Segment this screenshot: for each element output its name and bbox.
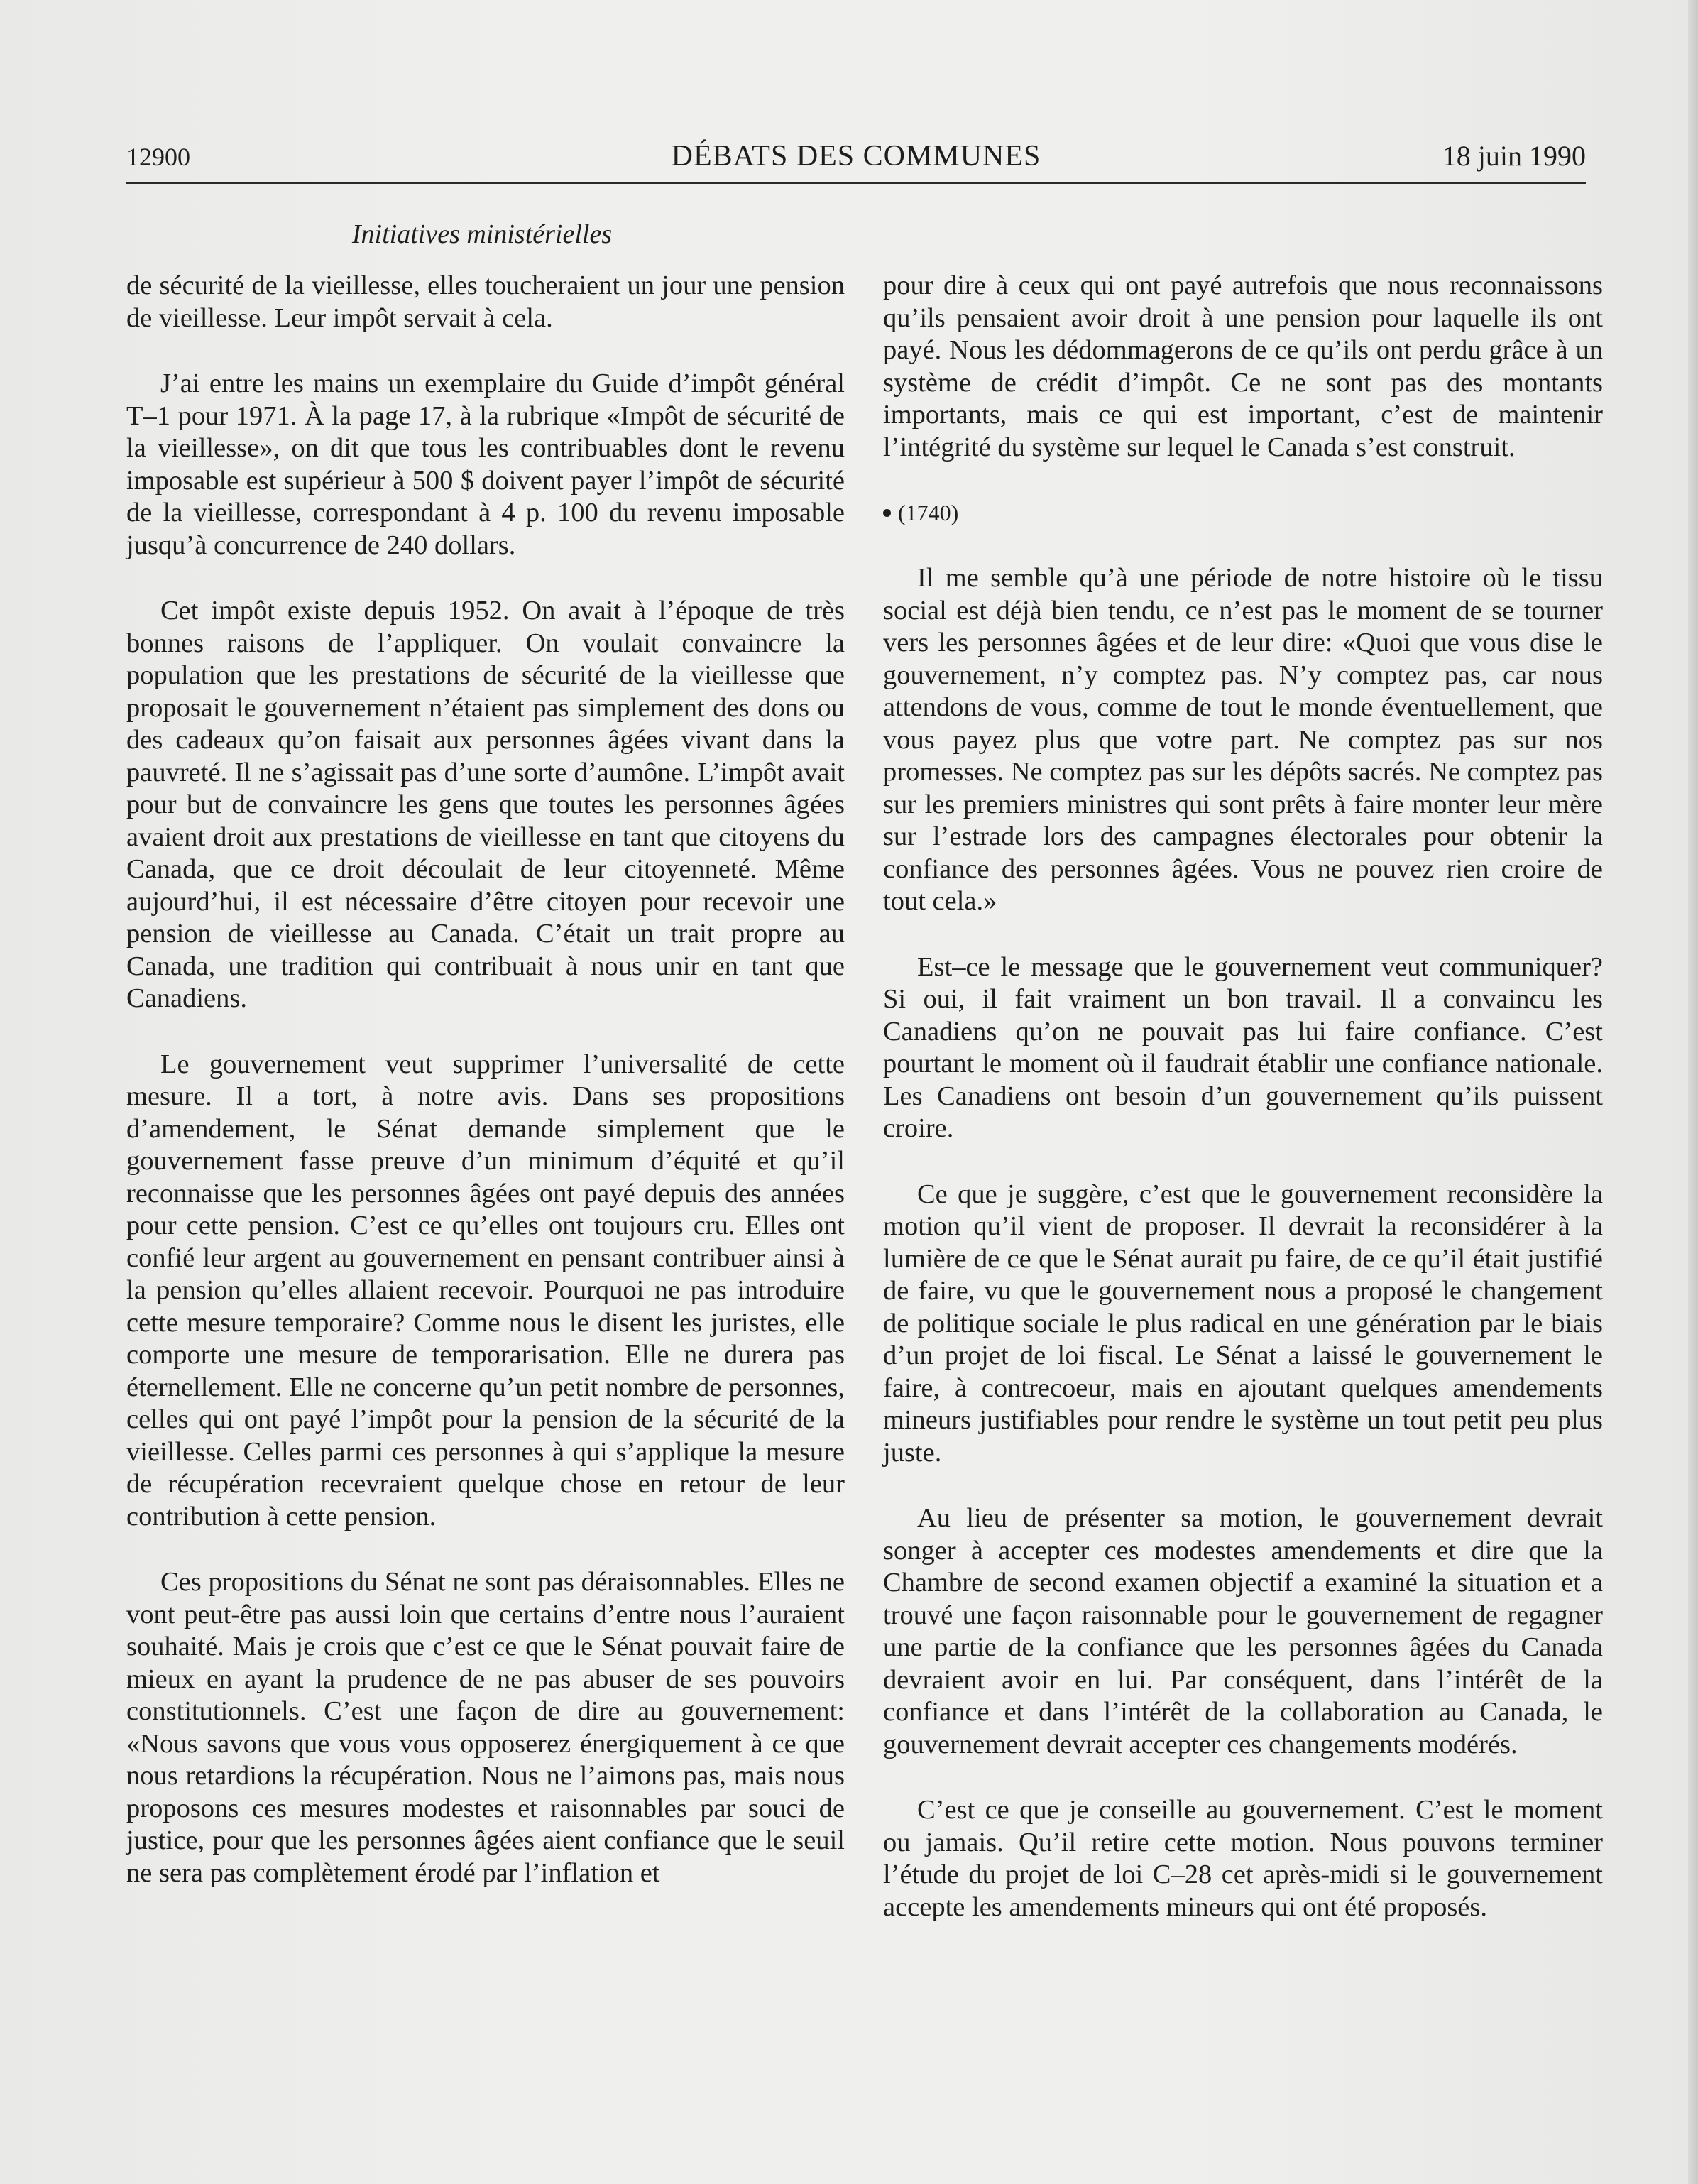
page-number: 12900 — [126, 143, 190, 171]
time-marker-label: (1740) — [898, 500, 959, 525]
paragraph: Est–ce le message que le gouvernement veut communiquer? Si oui, il fait vraiment un bon travail. Il a convaincu les Canadiens qu’on ne pouvait pas lui faire confiance. C’est pourtant le moment où il faudrait établir une confiance nationale. Les Canadiens ont besoin d’un gouvernement qu’ils puissent croire. — [883, 951, 1603, 1143]
right-column — [883, 270, 1603, 1957]
bullet-icon — [883, 509, 891, 517]
left-column — [126, 270, 845, 1923]
journal-title: DÉBATS DES COMMUNES — [671, 140, 1041, 173]
paragraph: Le gouvernement veut supprimer l’universalité de cette mesure. Il a tort, à notre avis. Dans ses propositions d’amendement, le Sénat demande simplement que le gouvernement fasse preuve d’un minimum d’équité et qu’il reconnaisse que les personnes âgées ont payé depuis des années pour cette pension. C’est ce qu’elles ont toujours cru. Elles ont confié leur argent au gouvernement en pensant contribuer ainsi à la pension qu’elles allaient recevoir. Pourquoi ne pas introduire cette mesure temporaire? Comme nous le disent les juristes, elle comporte une mesure de temporarisation. Elle ne durera pas éternellement. Elle ne concerne qu’un petit nombre de personnes, celles qui ont payé l’impôt pour la pension de la sécurité de la vieillesse. Celles parmi ces personnes à qui s’applique la mesure de récupération recevraient quelque chose en retour de leur contribution à cette pension. — [126, 1049, 845, 1531]
page-edge-shadow — [1688, 0, 1698, 2184]
paragraph: Au lieu de présenter sa motion, le gouvernement devrait songer à accepter ces modestes amendements et dire que la Chambre de second examen objectif a examiné la situation et a trouvé une façon raisonnable pour le gouvernement de regagner une partie de la confiance que les personnes âgées du Canada devraient avoir en lui. Par conséquent, dans l’intérêt de la confiance et dans l’intérêt de la collaboration au Canada, le gouvernement devrait accepter ces changements modérés. — [883, 1503, 1603, 1759]
paragraph: Ce que je suggère, c’est que le gouvernement reconsidère la motion qu’il vient de proposer. Il devrait la reconsidérer à la lumière de ce que le Sénat aurait pu faire, de ce qu’il était justifié de faire, vu que le gouvernement nous a proposé le changement de politique sociale le plus radical en une génération par le biais d’un projet de loi fiscal. Le Sénat a laissé le gouvernement le faire, à contrecoeur, mais en ajoutant quelques amendements mineurs justifiables pour rendre le système un tout petit peu plus juste. — [883, 1179, 1603, 1468]
paragraph: C’est ce que je conseille au gouvernement. C’est le moment ou jamais. Qu’il retire cette motion. Nous pouvons terminer l’étude du projet de loi C–28 cet après-midi si le gouvernement accepte les amendements mineurs qui ont été proposés. — [883, 1795, 1603, 1922]
paragraph: de sécurité de la vieillesse, elles toucheraient un jour une pension de vieillesse. Leur impôt servait à cela. — [126, 271, 845, 333]
page-header — [126, 139, 1586, 176]
time-marker — [883, 497, 1603, 529]
paragraph: Cet impôt existe depuis 1952. On avait à l’époque de très bonnes raisons de l’appliquer. On voulait convaincre la population que les prestations de sécurité de la vieillesse que proposait le gouvernement n’étaient pas simplement des dons ou des cadeaux qu’on faisait aux personnes âgées vivant dans la pauvreté. Il ne s’agissait pas d’une sorte d’aumône. L’impôt avait pour but de convaincre les gens que toutes les personnes âgées avaient droit aux prestations de vieillesse en tant que citoyens du Canada, que ce droit découlait de leur citoyenneté. Même aujourd’hui, il est nécessaire d’être citoyen pour recevoir une pension de vieillesse au Canada. C’était un trait propre au Canada, une tradition qui contribuait à nous unir en tant que Canadiens. — [126, 596, 845, 1013]
issue-date: 18 juin 1990 — [1442, 140, 1586, 172]
header-rule — [126, 182, 1586, 184]
section-label: Initiatives ministérielles — [351, 219, 613, 249]
paragraph: Ces propositions du Sénat ne sont pas déraisonnables. Elles ne vont peut-être pas aussi loin que certains d’entre nous l’auraient souhaité. Mais je crois que c’est ce que le Sénat pouvait faire de mieux en ayant la prudence de ne pas abuser de ses pouvoirs constitutionnels. C’est une façon de dire au gouvernement: «Nous savons que vous vous opposerez énergiquement à ce que nous retardions la récupération. Nous ne l’aimons pas, mais nous proposons ces mesures modestes et raisonnables par souci de justice, pour que les personnes âgées aient confiance que le seuil ne sera pas complètement érodé par l’inflation et — [126, 1567, 845, 1888]
paragraph: Il me semble qu’à une période de notre histoire où le tissu social est déjà bien tendu, ce n’est pas le moment de se tourner vers les personnes âgées et de leur dire: «Quoi que vous dise le gouvernement, n’y comptez pas. N’y comptez pas, car nous attendons de vous, comme de tout le monde éventuellement, que vous payez plus que votre part. Ne comptez pas sur nos promesses. Ne comptez pas sur les dépôts sacrés. Ne comptez pas sur les premiers ministres qui sont prêts à faire monter leur mère sur l’estrade lors des campagnes électorales pour obtenir la confiance des personnes âgées. Vous ne pouvez rien croire de tout cela.» — [883, 563, 1603, 916]
paragraph: pour dire à ceux qui ont payé autrefois que nous reconnaissons qu’ils pensaient avoir droit à une pension pour laquelle ils ont payé. Nous les dédommagerons de ce qu’ils ont perdu grâce à un système de crédit d’impôt. Ce ne sont pas des montants importants, mais ce qui est important, c’est de maintenir l’intégrité du système sur lequel le Canada s’est construit. — [883, 271, 1603, 462]
paragraph: J’ai entre les mains un exemplaire du Guide d’impôt général T–1 pour 1971. À la page 17, à la rubrique «Impôt de sécurité de la vieillesse», on dit que tous les contribuables dont le revenu imposable est supérieur à 500 $ doivent payer l’impôt de sécurité de la vieillesse, correspondant à 4 p. 100 du revenu imposable jusqu’à concurrence de 240 dollars. — [126, 368, 845, 560]
